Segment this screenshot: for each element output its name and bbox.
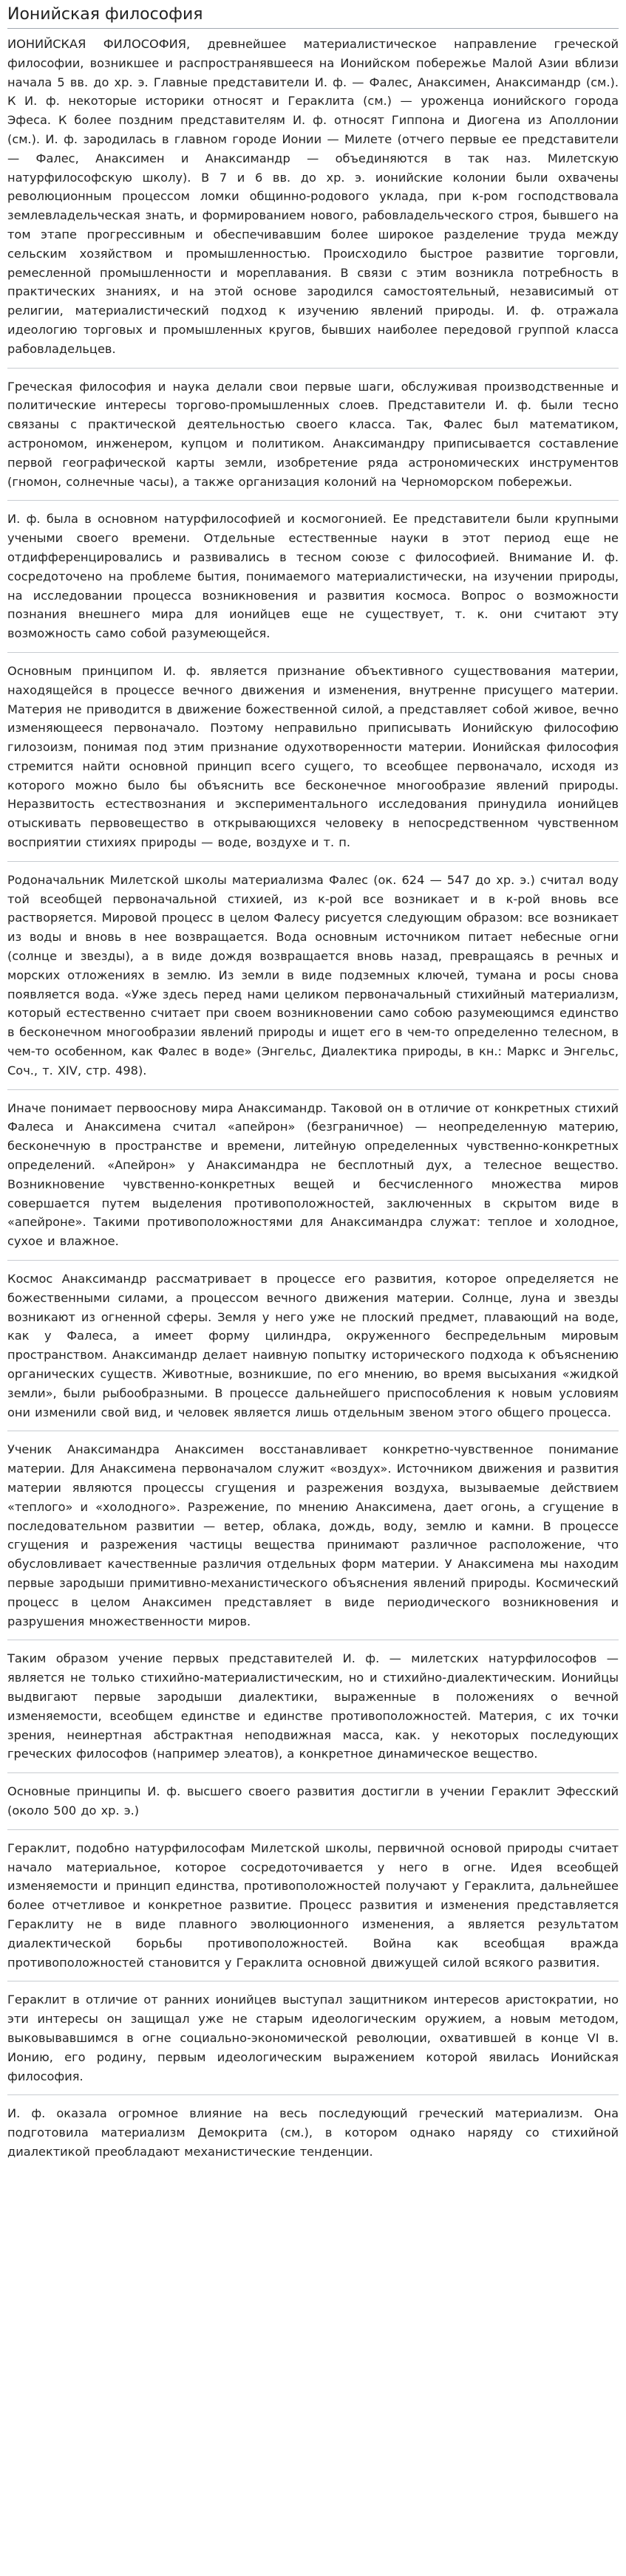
article-paragraph: Основные принципы И. ф. высшего своего развития достигли в учении Гераклит Эфесский (около 500 до хр. э.) [7,1784,619,1818]
paragraph-divider [7,500,619,501]
paragraph-divider [7,368,619,369]
article-paragraph: Гераклит, подобно натурфилософам Милетской школы, первичной основой природы считает начало материальное, которое сосредоточивается у него в огне. Идея всеобщей изменяемости и принцип единства, противоположностей получают у Гераклита, дальнейшее более отчетливое и конкретное развитие. Процесс развития и изменения представляется Гераклиту не в виде плавного эволюционного изменения, а является результатом диалектической борьбы противоположностей. Война как всеобщая вражда противоположностей становится у Гераклита основной движущей силой всякого развития. [7,1840,619,1970]
title-underline [7,28,619,29]
article-paragraph: Иначе понимает первооснову мира Анаксимандр. Таковой он в отличие от конкретных стихий Фалеса и Анаксимена считал «апейрон» (безграничное) — неопределенную материю, бесконечную в пространстве и времени, литейную определенных чувственно-конкретных определений. «Апейрон» у Анаксимандра не бесплотный дух, а телесное вещество. Возникновение чувственно-конкретных вещей и бесчисленного множества миров совершается путем выделения противоположностей, заключенных в скрытом виде в «апейроне». Такими противоположностями для Анаксимандра служат: теплое и холодное, сухое и влажное. [7,1100,619,1249]
article-paragraph: Греческая философия и наука делали свои первые шаги, обслуживая производственные и политические интересы торгово-промышленных слоев. Представители И. ф. были тесно связаны с практической деятельностью своего класса. Так, Фалес был математиком, астрономом, инженером, купцом и политиком. Анаксимандру приписывается составление первой географической карты земли, изобретение ряда астрономических инструментов (гномон, солнечные часы), а также организация колоний на Черноморском побережьи. [7,379,619,489]
paragraph-divider [7,652,619,653]
article-paragraph: Гераклит в отличие от ранних ионийцев выступал защитником интересов аристократии, но эти интересы он защищал уже не старым идеологическим оружием, а новым методом, выковывавшимся в огне социально-экономической революции, охватившей в конце VI в. Ионию, его родину, первым идеологическим выражением которой явилась Ионийская философия. [7,1993,619,2083]
article-paragraph: Космос Анаксимандр рассматривает в процессе его развития, которое определяется не божественными силами, а процессом вечного движения материи. Солнце, луна и звезды возникают из огненной сферы. Земля у него уже не плоский предмет, плавающий на воде, как у Фалеса, а имеет форму цилиндра, окруженного беспредельным мировым пространством. Анаксимандр делает наивную попытку исторического подхода к объяснению органических существ. Животные, возникшие, по его мнению, во время высыхания «жидкой земли», были рыбообразными. В процессе дальнейшего приспособления к новым условиям они изменили свой вид, и человек является лишь отдельным звеном этого общего процесса. [7,1272,619,1419]
paragraph-divider [7,861,619,862]
article-paragraph: ИОНИЙСКАЯ ФИЛОСОФИЯ, древнейшее материалистическое направление греческой философии, возникшее и распространявшееся на Ионийском побережье Малой Азии вблизи начала 5 вв. до хр. э. Главные представители И. ф. — Фалес, Анаксимен, Анаксимандр (см.). К И. ф. некоторые историки относят и Гераклита (см.) — уроженца ионийского города Эфеса. К более поздним представителям И. ф. относят Гиппона и Диогена из Аполлонии (см.). И. ф. зародилась в главном городе Ионии — Милете (отчего первые ее представители — Фалес, Анаксимен и Анаксимандр — объединяются в так наз. Милетскую натурфилософскую школу). В 7 и 6 вв. до хр. э. ионийские колонии были охвачены революционным процессом ломки общинно-родового уклада, при к-ром господствовала землевладельческая знать, и формированием нового, рабовладельческого строя, бывшего на том этапе прогрессивным и обеспечивавшим более широкое разделение труда между сельским хозяйством и промышленностью. Происходило быстрое развитие торговли, ремесленной промышленности и мореплавания. В связи с этим возникла потребность в практических знаниях, и на этой основе зародился самостоятельный, независимый от религии, материалистический подход к изучению явлений природы. И. ф. отражала идеологию торговых и промышленных кругов, бывших наиболее передовой группой класса рабовладельцев. [7,37,619,356]
paragraph-divider [7,1829,619,1830]
article-paragraph: Основным принципом И. ф. является признание объективного существования материи, находящейся в процессе вечного движения и изменения, внутренне присущего материи. Материя не приводится в движение божественной силой, а представляет собой живое, вечно изменяющееся первоначало. Поэтому неправильно приписывать Ионийскую философию гилозоизм, понимая под этим признание одухотворенности материи. Ионийская философия стремится найти основной принцип всего сущего, то всеобщее первоначало, исходя из которого можно было бы объяснить все бесконечное многообразие явлений природы. Неразвитость естествознания и экспериментального исследования принудила ионийцев отыскивать первовещество в открывающихся человеку в непосредственном чувственном восприятии стихиях природы — воде, воздухе и т. п. [7,663,619,850]
article-paragraph: И. ф. была в основном натурфилософией и космогонией. Ее представители были крупными учеными своего времени. Отдельные естественные науки в этот период еще не отдифференцировались и развивались в тесном союзе с философией. Внимание И. ф. сосредоточено на проблеме бытия, понимаемого материалистически, на изучении природы, на исследовании процесса возникновения и развития космоса. Вопрос о возможности познания внешнего мира для ионийцев еще не существует, т. к. они считают эту возможность само собой разумеющейся. [7,512,619,641]
paragraph-divider [7,1772,619,1773]
paragraph-divider [7,1089,619,1090]
paragraph-divider [7,1260,619,1261]
article-paragraph: Ученик Анаксимандра Анаксимен восстанавливает конкретно-чувственное понимание материи. Для Анаксимена первоначалом служит «воздух». Источником движения и развития материи являются процессы сгущения и разрежения воздуха, вызываемые действием «теплого» и «холодного». Разрежение, по мнению Анаксимена, дает огонь, а сгущение в последовательном развитии — ветер, облака, дождь, воду, землю и камни. В процессе сгущения и разрежения частицы вещества принимают различное расположение, что обусловливает качественные различия отдельных форм материи. У Анаксимена мы находим первые зародыши примитивно-механистического объяснения явлений природы. Космический процесс в целом Анаксимен представляет в виде периодического возникновения и разрушения множественности миров. [7,1442,619,1628]
paragraph-divider [7,2094,619,2095]
article-paragraph: И. ф. оказала огромное влияние на весь последующий греческий материализм. Она подготовила материализм Демокрита (см.), в котором однако наряду со стихийной диалектикой преобладают механистические тенденции. [7,2106,619,2159]
article-paragraph: Таким образом учение первых представителей И. ф. — милетских натурфилософов — является не только стихийно-материалистическим, но и стихийно-диалектическим. Ионийцы выдвигают первые зародыши диалектики, выраженные в положениях о вечной изменяемости, всеобщем единстве и единстве противоположностей. Материя, с их точки зрения, неинертная абстрактная неподвижная масса, как. у некоторых последующих греческих философов (например элеатов), а конкретное динамическое вещество. [7,1651,619,1761]
article-paragraph: Родоначальник Милетской школы материализма Фалес (ок. 624 — 547 до хр. э.) считал воду той всеобщей первоначальной стихией, из к-рой все возникает и в к-рой вновь все растворяется. Мировой процесс в целом Фалесу рисуется следующим образом: все возникает из воды и вновь в нее возвращается. Вода основным источником питает небесные огни (солнце и звезды), а в виде дождя возвращается вновь назад, превращаясь в речных и морских отложениях в землю. Из земли в виде подземных ключей, тумана и росы снова появляется вода. «Уже здесь перед нами целиком первоначальный стихийный материализм, который естественно считает при своем возникновении само собою разумеющимся единство в бесконечном многообразии явлений природы и ищет его в чем-то определенно телесном, в чем-то особенном, как Фалес в воде» (Энгельс, Диалектика природы, в кн.: Маркс и Энгельс, Соч., т. XIV, стр. 498). [7,872,619,1078]
article-title: Ионийская философия [7,5,203,24]
